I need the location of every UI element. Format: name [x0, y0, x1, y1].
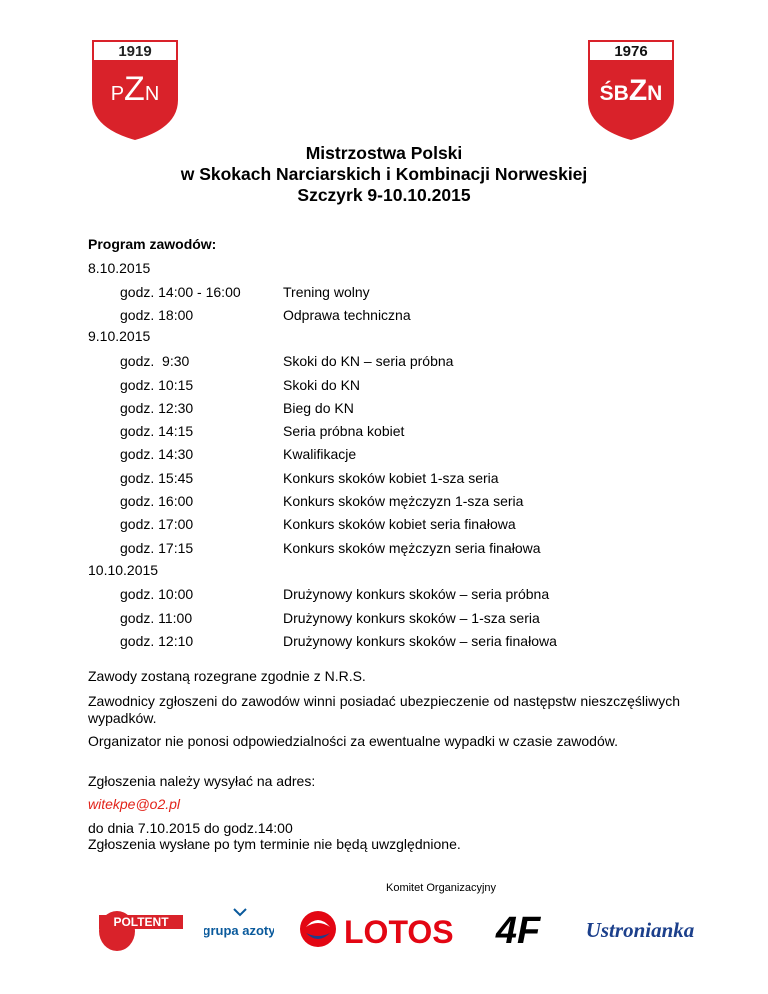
schedule-time: godz. 18:00: [120, 307, 194, 323]
schedule-time: godz. 14:30: [120, 446, 194, 462]
schedule-time: godz. 11:00: [120, 610, 193, 626]
ustronianka-text: Ustronianka: [585, 918, 695, 942]
schedule-event: Seria próbna kobiet: [283, 423, 405, 439]
liability-note: Organizator nie ponosi odpowiedzialności za ewentualne wypadki w czasie zawodów.: [88, 733, 618, 749]
schedule-event: Skoki do KN – seria próbna: [283, 353, 454, 369]
pzn-logo: [92, 40, 182, 140]
schedule-event: Konkurs skoków kobiet 1-sza seria: [283, 470, 499, 486]
4f-text: 4F: [495, 910, 541, 952]
program-heading: Program zawodów:: [88, 236, 217, 252]
lotos-text: LOTOS: [344, 914, 454, 950]
title-line-1: Mistrzostwa Polski: [305, 143, 463, 163]
schedule-time: godz. 16:00: [120, 493, 194, 509]
email-link[interactable]: witekpe@o2.pl: [88, 796, 181, 812]
schedule-time: godz. 9:30: [120, 353, 190, 369]
day-date: 10.10.2015: [88, 562, 159, 578]
ustronianka-logo: [570, 905, 710, 953]
pzn-year: 1919: [92, 40, 178, 62]
title-line-3: Szczyrk 9-10.10.2015: [297, 185, 471, 205]
late-note: Zgłoszenia wysłane po tym terminie nie będą uwzględnione.: [88, 836, 461, 852]
schedule-event: Konkurs skoków mężczyzn 1-sza seria: [283, 493, 524, 509]
schedule-time: godz. 14:15: [120, 423, 194, 439]
schedule-time: godz. 12:10: [120, 633, 194, 649]
schedule-time: godz. 17:00: [120, 516, 194, 532]
schedule-event: Drużynowy konkurs skoków – seria próbna: [283, 586, 550, 602]
day-date: 9.10.2015: [88, 328, 151, 344]
schedule-event: Skoki do KN: [283, 377, 361, 393]
schedule-time: godz. 10:15: [120, 377, 194, 393]
address-label: Zgłoszenia należy wysyłać na adres:: [88, 773, 316, 789]
schedule-event: Odprawa techniczna: [283, 307, 411, 323]
sbzn-letters: ŚBZN: [599, 74, 663, 107]
sbzn-year: 1976: [588, 40, 674, 62]
schedule-time: godz. 12:30: [120, 400, 194, 416]
schedule-time: godz. 14:00 - 16:00: [120, 284, 241, 300]
schedule-time: godz. 17:15: [120, 540, 194, 556]
schedule-event: Kwalifikacje: [283, 446, 357, 462]
lotos-logo: [298, 905, 458, 953]
sbzn-logo: [588, 40, 678, 140]
pzn-letters: PZN: [110, 70, 160, 108]
rules-note: Zawody zostaną rozegrane zgodnie z N.R.S.: [88, 668, 366, 684]
4f-logo: [478, 905, 558, 953]
committee-signature: Komitet Organizacyjny: [386, 882, 497, 894]
grupa-azoty-logo: [204, 905, 274, 953]
poltent-text: POLTENT: [113, 915, 169, 929]
deadline-note: do dnia 7.10.2015 do godz.14:00: [88, 820, 293, 836]
schedule-time: godz. 15:45: [120, 470, 194, 486]
document-title: [0, 143, 768, 206]
schedule-event: Trening wolny: [283, 284, 370, 300]
insurance-note: Zawodnicy zgłoszeni do zawodów winni posiadać ubezpieczenie od następstw nieszczęśliwych wypadków.: [88, 693, 680, 726]
schedule-event: Drużynowy konkurs skoków – 1-sza seria: [283, 610, 540, 626]
title-line-2: w Skokach Narciarskich i Kombinacji Norweskiej: [180, 164, 588, 184]
schedule-event: Konkurs skoków mężczyzn seria finałowa: [283, 540, 541, 556]
schedule-event: Konkurs skoków kobiet seria finałowa: [283, 516, 516, 532]
day-date: 8.10.2015: [88, 260, 151, 276]
grupa-azoty-text: grupa azoty: [204, 923, 274, 938]
schedule-event: Drużynowy konkurs skoków – seria finałowa: [283, 633, 557, 649]
schedule-time: godz. 10:00: [120, 586, 194, 602]
schedule-event: Bieg do KN: [283, 400, 354, 416]
poltent-logo: [95, 905, 185, 955]
